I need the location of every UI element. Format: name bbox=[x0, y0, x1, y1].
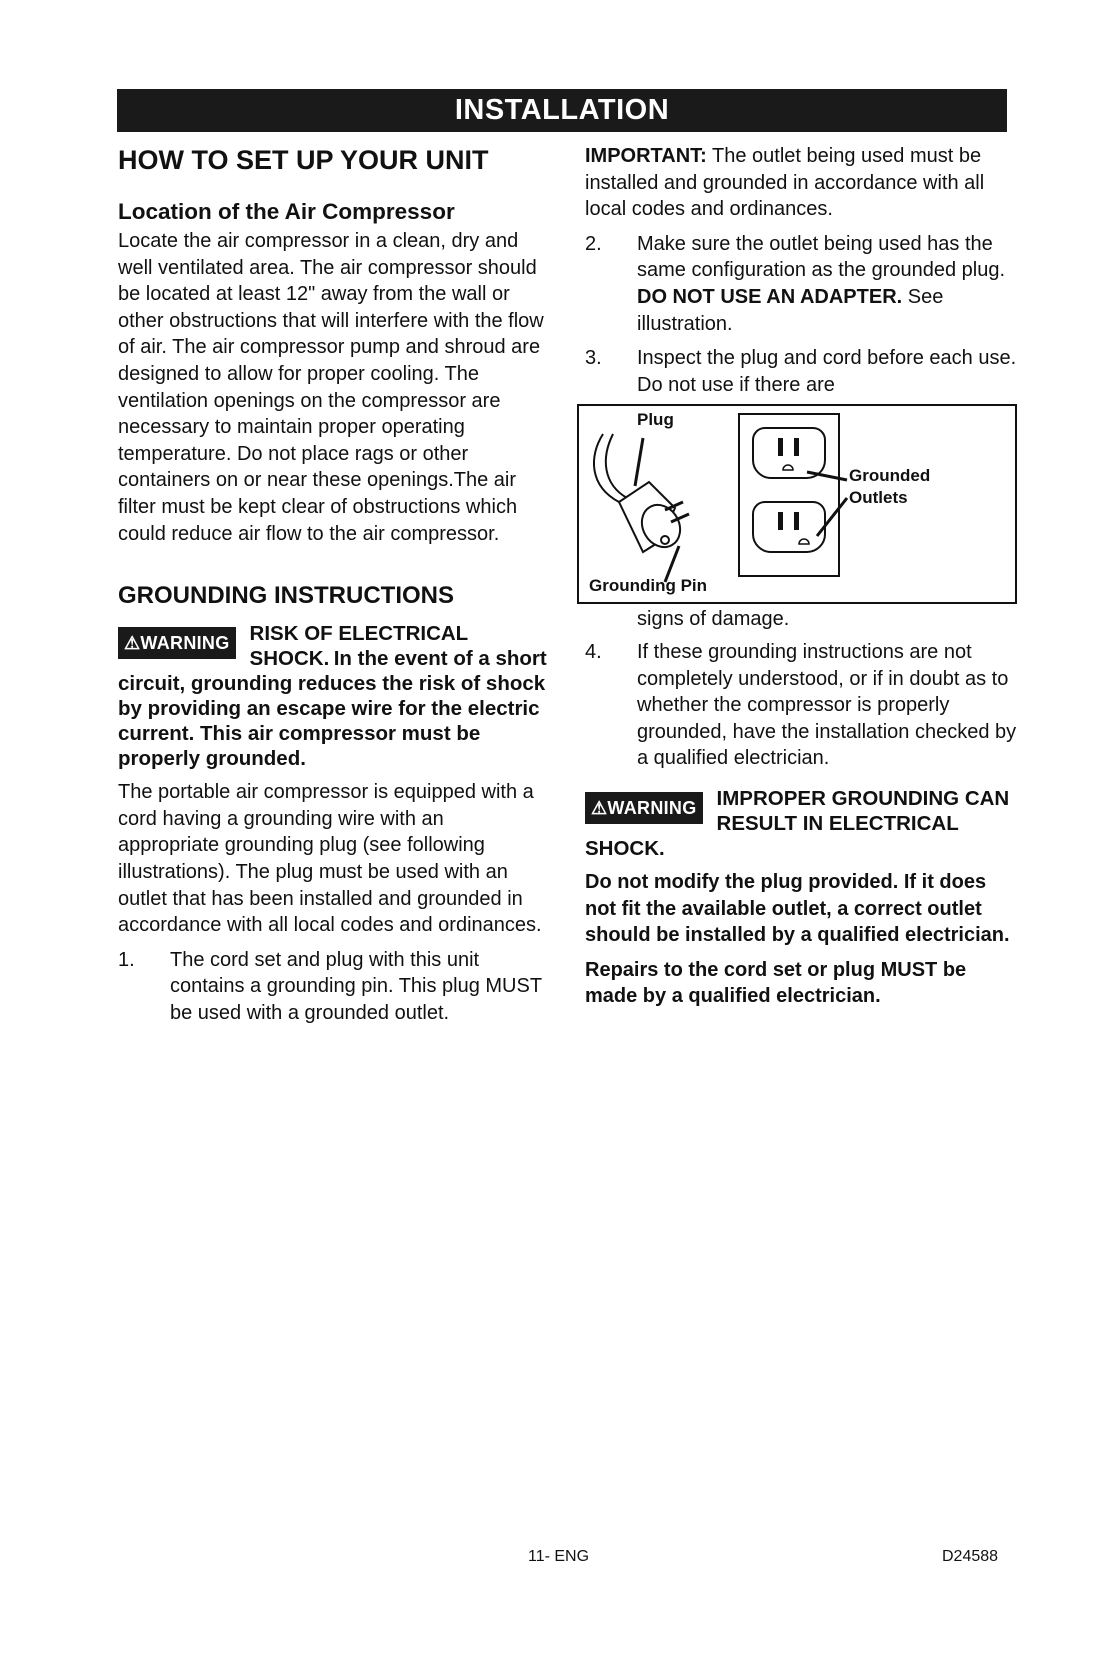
plug-outlet-drawing bbox=[579, 406, 1015, 602]
warning-paragraph-1: Do not modify the plug provided. If it does not fit the available outlet, a correct outlet should be installed by a qualified electrician. bbox=[585, 870, 1010, 947]
warning-badge: ⚠WARNING bbox=[585, 792, 703, 824]
receptacle-slot bbox=[794, 512, 799, 530]
grounding-paragraph: The portable air compressor is equipped with a cord having a grounding wire with an appropriate grounding plug (see following illustrations). The plug must be used with an outlet that has been installed and grounded in accordance with all local codes and ordinances. bbox=[118, 781, 542, 937]
outlets-label-2: Outlets bbox=[849, 488, 908, 508]
grounding-heading: GROUNDING INSTRUCTIONS bbox=[118, 582, 454, 610]
lower-receptacle bbox=[753, 502, 825, 552]
list-number: 4. bbox=[585, 640, 602, 663]
warning-title: RISK OF ELECTRICAL SHOCK. bbox=[249, 622, 468, 671]
receptacle-slot bbox=[778, 438, 783, 456]
left-column bbox=[118, 143, 548, 1026]
warning-paragraph-2: Repairs to the cord set or plug MUST be made by a qualified electrician. bbox=[585, 958, 967, 1008]
item2-tail: See illustration. bbox=[637, 285, 944, 335]
list-item bbox=[118, 947, 548, 1027]
plug-label: Plug bbox=[637, 410, 674, 430]
warning-badge: ⚠WARNING bbox=[118, 627, 236, 659]
list-text: signs of damage. bbox=[637, 608, 790, 631]
warning-title: IMPROPER GROUNDING CAN RESULT IN ELECTRICAL SHOCK. bbox=[585, 786, 1010, 860]
list-number: 1. bbox=[118, 948, 135, 971]
item2-bold: DO NOT USE AN ADAPTER. bbox=[637, 285, 903, 308]
list-text: Inspect the plug and cord before each use. Do not use if there are bbox=[637, 347, 1017, 396]
right-column bbox=[585, 143, 1017, 1010]
page-number: 11- ENG bbox=[528, 1548, 590, 1565]
instruction-list-right bbox=[585, 231, 1017, 399]
list-number: 3. bbox=[585, 347, 602, 370]
location-paragraph: Locate the air compressor in a clean, dry and well ventilated area. The air compressor should be located at least 12" away from the wall or other obstructions that will interfere with the flow of air. The air compressor pump and shroud are designed to allow for proper cooling. The ventilation openings on the compressor are necessary to maintain proper operating temperature. Do not place rags or other containers on or near these openings.The air filter must be kept clear of obstructions which could reduce air flow to the air compressor. bbox=[118, 230, 544, 545]
document-code: D24588 bbox=[942, 1548, 999, 1565]
important-text: The outlet being used must be installed and grounded in accordance with all local codes and ordinances. bbox=[585, 145, 985, 221]
list-number-spacer bbox=[585, 606, 637, 633]
receptacle-slot bbox=[778, 512, 783, 530]
list-text bbox=[637, 231, 1017, 337]
warning-electric-shock bbox=[118, 621, 548, 771]
section-banner: INSTALLATION bbox=[117, 89, 1007, 132]
list-number: 2. bbox=[585, 232, 602, 255]
warning-improper-grounding bbox=[585, 786, 1017, 861]
outlets-label-1: Grounded bbox=[849, 466, 931, 486]
receptacle-slot bbox=[794, 438, 799, 456]
list-text: If these grounding instructions are not completely understood, or if in doubt as to whether the compressor is properly grounded, have the installation checked by a qualified electrician. bbox=[637, 640, 1017, 770]
list-item-continuation bbox=[585, 606, 1017, 633]
grounding-pin-label: Grounding Pin bbox=[589, 576, 708, 596]
important-label: IMPORTANT: bbox=[585, 145, 707, 167]
page-title: HOW TO SET UP YOUR UNIT bbox=[118, 145, 489, 175]
instruction-list-left bbox=[118, 947, 548, 1027]
list-item bbox=[585, 345, 1017, 398]
list-item bbox=[585, 231, 1017, 337]
plug-arrow bbox=[635, 438, 643, 486]
plug-outlet-illustration bbox=[577, 404, 1017, 604]
important-note bbox=[585, 143, 1017, 223]
item2-text: Make sure the outlet being used has the same configuration as the grounded plug. bbox=[637, 232, 1006, 282]
list-text: The cord set and plug with this unit contains a grounding pin. This plug MUST be used with a grounded outlet. bbox=[170, 948, 542, 1024]
list-item bbox=[585, 639, 1017, 772]
location-heading: Location of the Air Compressor bbox=[118, 199, 455, 224]
warning-text: In the event of a short circuit, grounding reduces the risk of shock by providing an escape wire for the electric current. This air compressor must be properly grounded. bbox=[118, 647, 547, 771]
cord-line bbox=[606, 434, 627, 498]
